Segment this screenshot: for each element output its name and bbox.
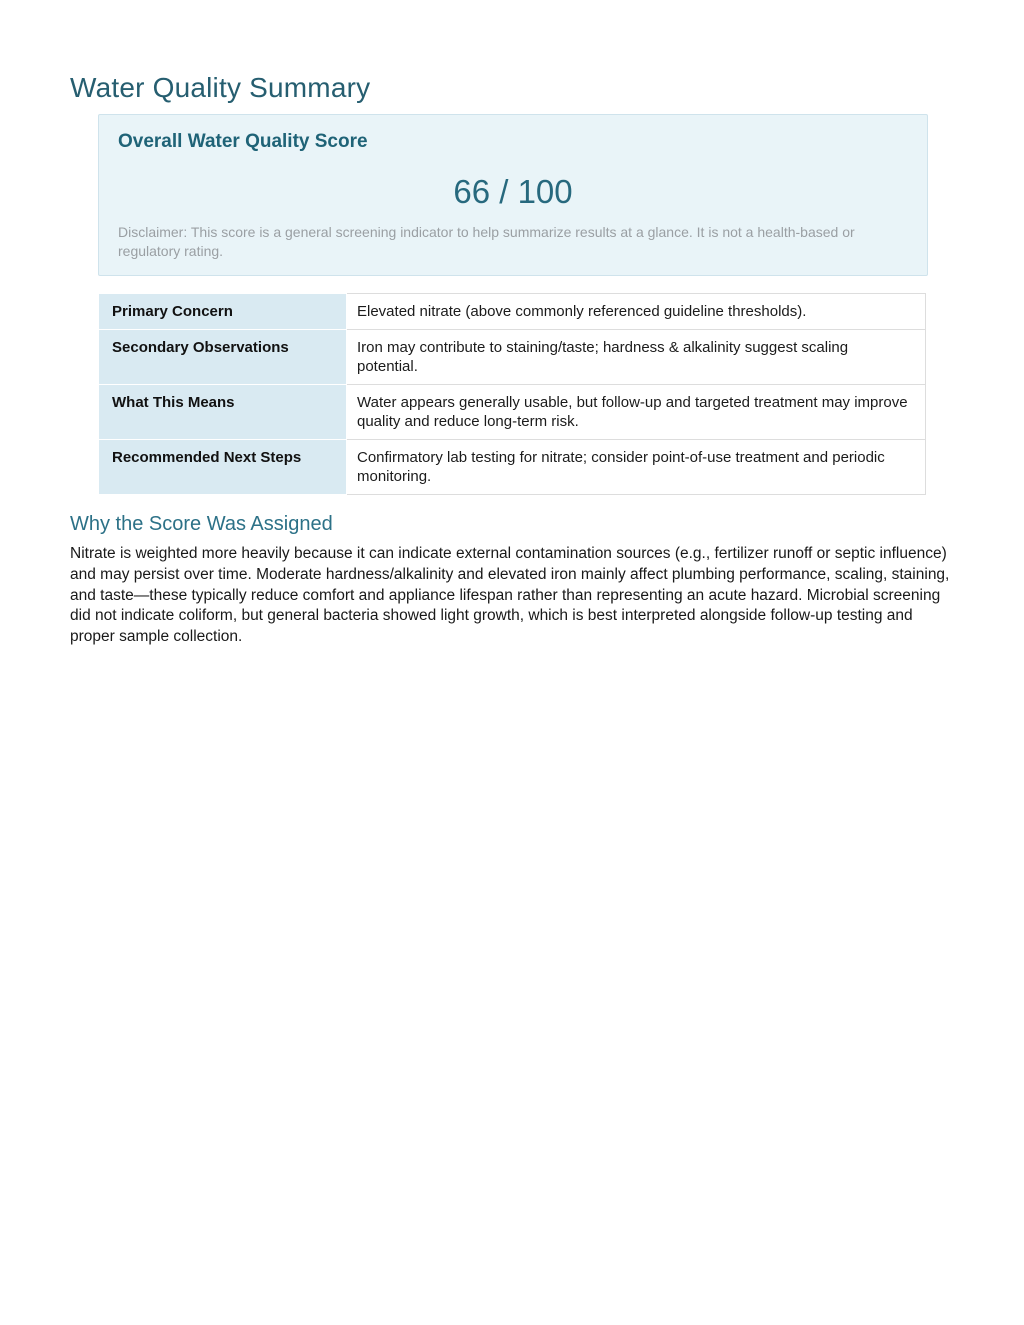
section-heading-why-score: Why the Score Was Assigned — [70, 513, 333, 535]
summary-table — [98, 293, 926, 495]
row-value: Confirmatory lab testing for nitrate; consider point-of-use treatment and periodic monitoring. — [347, 440, 926, 495]
row-label: Primary Concern — [99, 294, 347, 330]
score-card — [98, 114, 928, 276]
row-value: Elevated nitrate (above commonly referenced guideline thresholds). — [347, 294, 926, 330]
explanation-paragraph: Nitrate is weighted more heavily because it can indicate external contamination sources (e.g., fertilizer runoff or septic influence) and may persist over time. Moderate hardness/alkalinity and elevated iron mainly affect plumbing performance, scaling, staining, and taste—these typically reduce comfort and appliance lifespan rather than representing an acute hazard. Microbial screening did not indicate coliform, but general bacteria showed light growth, which is best interpreted alongside follow-up testing and proper sample collection. — [70, 545, 950, 646]
score-disclaimer: Disclaimer: This score is a general screening indicator to help summarize results at a glance. It is not a health-based or regulatory rating. — [118, 224, 855, 259]
row-label: What This Means — [99, 385, 347, 440]
row-value: Iron may contribute to staining/taste; hardness & alkalinity suggest scaling potential. — [347, 330, 926, 385]
score-card-heading: Overall Water Quality Score — [118, 131, 368, 152]
table-row — [99, 385, 926, 440]
row-label: Secondary Observations — [99, 330, 347, 385]
table-row — [99, 294, 926, 330]
page-title: Water Quality Summary — [70, 72, 371, 103]
score-value: 66 / 100 — [453, 173, 573, 210]
table-row — [99, 330, 926, 385]
row-value: Water appears generally usable, but follow-up and targeted treatment may improve quality and reduce long-term risk. — [347, 385, 926, 440]
row-label: Recommended Next Steps — [99, 440, 347, 495]
table-row — [99, 440, 926, 495]
